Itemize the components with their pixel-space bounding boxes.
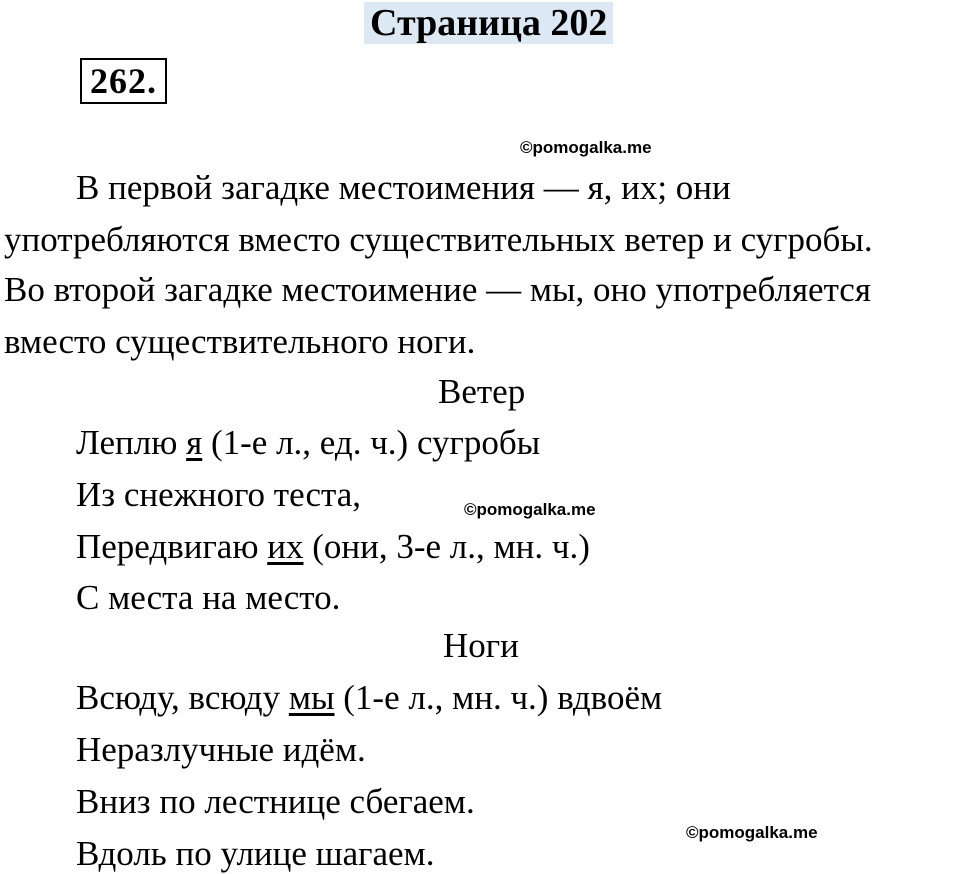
- pronoun: их: [267, 527, 304, 566]
- riddle-title: Ветер: [438, 372, 526, 411]
- exercise-number: 262.: [80, 58, 167, 104]
- paragraph-line: Во второй загадке местоимение — мы, оно употребляется: [4, 270, 871, 309]
- pronoun: я: [186, 423, 203, 462]
- poem-line: Вдоль по улице шагаем.: [76, 834, 435, 873]
- text: (они, 3-е л., мн. ч.): [303, 527, 590, 566]
- watermark: ©pomogalka.me: [520, 138, 652, 157]
- paragraph-line: В первой загадке местоимения — я, их; они: [76, 168, 731, 207]
- poem-line: Из снежного теста,: [76, 475, 362, 514]
- text: (1-е л., ед. ч.) сугробы: [202, 423, 541, 462]
- poem-line: [76, 678, 662, 718]
- poem-line: Неразлучные идём.: [76, 730, 366, 769]
- poem-line: Вниз по лестнице сбегаем.: [76, 782, 475, 821]
- text: Леплю: [76, 423, 187, 462]
- pronoun: мы: [288, 678, 335, 717]
- watermark: ©pomogalka.me: [686, 823, 818, 842]
- text: (1-е л., мн. ч.) вдвоём: [334, 678, 663, 717]
- paragraph-line: вместо существительного ноги.: [4, 322, 476, 361]
- riddle-title: Ноги: [443, 626, 519, 665]
- page-title: Страница 202: [364, 2, 613, 44]
- poem-line: [76, 423, 540, 463]
- watermark: ©pomogalka.me: [464, 500, 596, 519]
- text: Передвигаю: [76, 527, 268, 566]
- text: Всюду, всюду: [76, 678, 289, 717]
- poem-line: [76, 527, 590, 567]
- paragraph-line: употребляются вместо существительных ветер и сугробы.: [4, 220, 873, 259]
- poem-line: С места на место.: [76, 578, 341, 617]
